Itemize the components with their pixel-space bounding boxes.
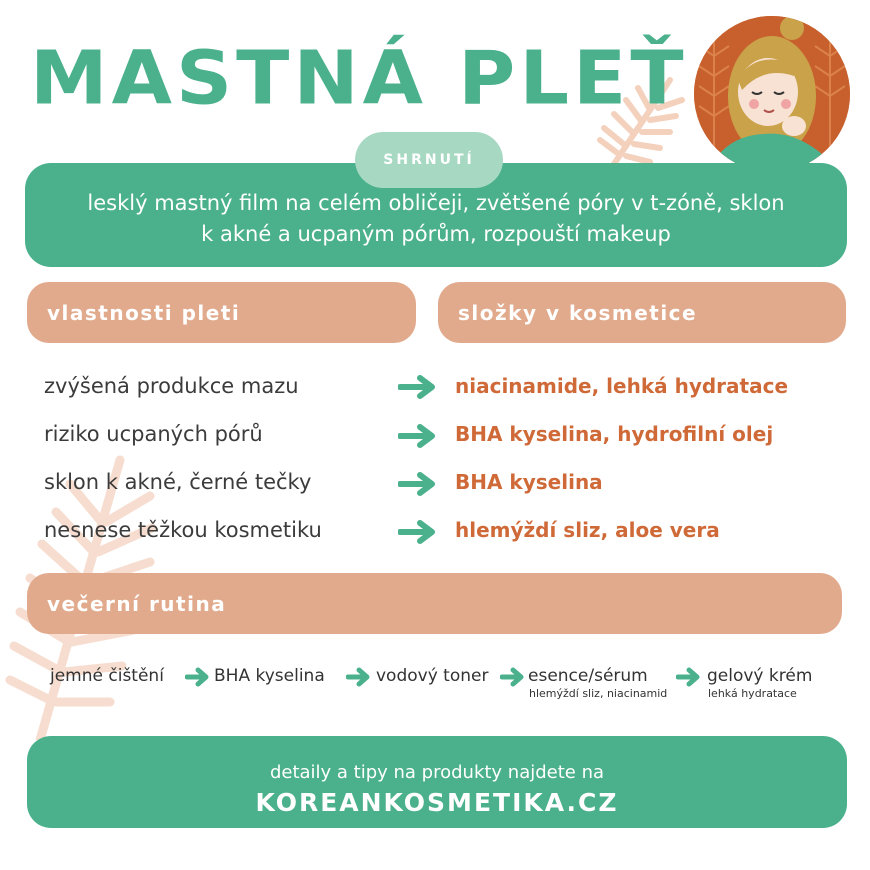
girl-avatar-illustration	[694, 16, 850, 172]
routine-step: gelový krém	[707, 666, 813, 686]
summary-line-2: k akné a ucpaným pórům, rozpouští makeup	[201, 222, 671, 246]
ingredient-item: hlemýždí sliz, aloe vera	[455, 518, 720, 542]
property-item: sklon k akné, černé tečky	[44, 470, 312, 494]
routine-step-note: hlemýždí sliz, niacinamid	[529, 687, 668, 700]
footer-banner	[27, 736, 847, 828]
properties-header	[27, 282, 416, 343]
routine-step: BHA kyselina	[214, 666, 325, 686]
routine-step: jemné čištění	[50, 666, 164, 686]
arrow-right-icon	[185, 667, 211, 687]
routine-header-label: večerní rutina	[47, 591, 227, 616]
arrow-right-icon	[676, 667, 702, 687]
arrow-right-icon	[346, 667, 372, 687]
routine-step: esence/sérum	[528, 666, 648, 686]
page-title: MASTNÁ PLEŤ	[30, 36, 688, 122]
ingredients-header	[438, 282, 846, 343]
property-item: zvýšená produkce mazu	[44, 374, 299, 398]
ingredient-item: BHA kyselina, hydrofilní olej	[455, 422, 774, 446]
ingredient-item: BHA kyselina	[455, 470, 603, 494]
summary-badge: SHRNUTÍ	[355, 132, 503, 188]
summary-text	[87, 188, 784, 250]
arrow-right-icon	[398, 520, 438, 544]
summary-line-1: lesklý mastný film na celém obličeji, zvětšené póry v t-zóně, sklon	[87, 191, 785, 215]
properties-header-label: vlastnosti pleti	[47, 300, 241, 325]
arrow-right-icon	[398, 424, 438, 448]
footer-text: detaily a tipy na produkty najdete na	[269, 762, 605, 783]
arrow-right-icon	[500, 667, 526, 687]
footer-website-link[interactable]: KOREANKOSMETIKA.CZ	[255, 788, 619, 817]
arrow-right-icon	[398, 472, 438, 496]
routine-step: vodový toner	[376, 666, 489, 686]
routine-header	[27, 573, 842, 634]
property-item: riziko ucpaných pórů	[44, 422, 263, 446]
property-item: nesnese těžkou kosmetiku	[44, 518, 322, 542]
ingredients-header-label: složky v kosmetice	[458, 300, 698, 325]
routine-step-note: lehká hydratace	[708, 687, 797, 700]
ingredient-item: niacinamide, lehká hydratace	[455, 374, 789, 398]
arrow-right-icon	[398, 375, 438, 399]
